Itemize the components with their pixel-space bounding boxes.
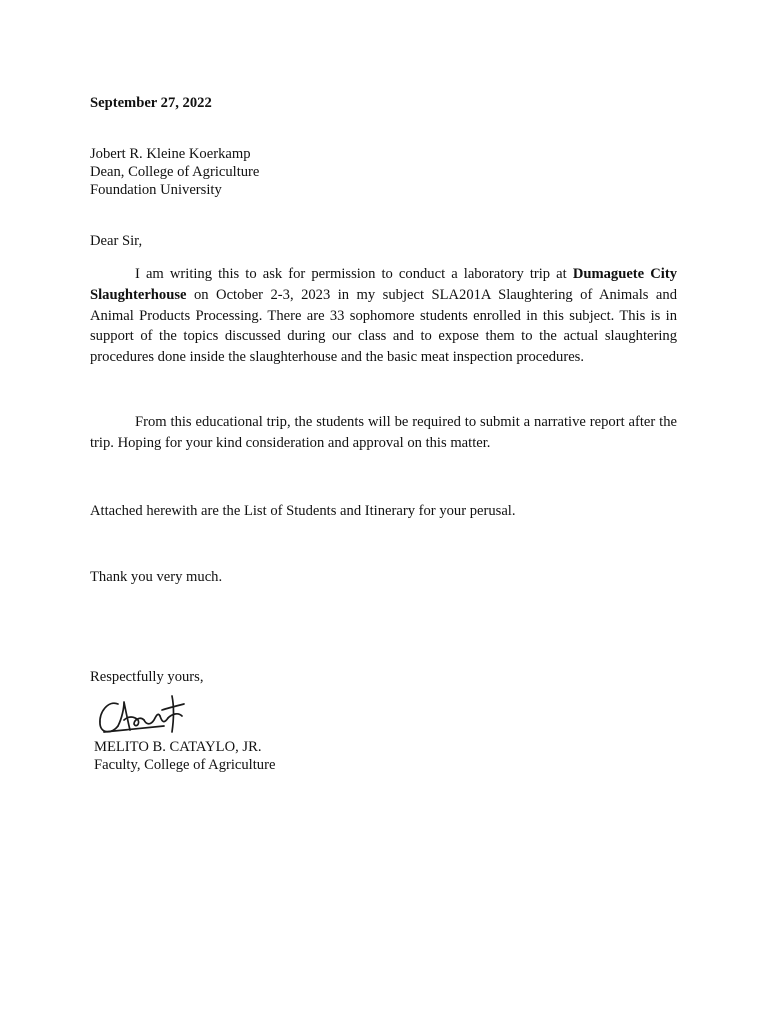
paragraph-text-part1: I am writing this to ask for permission to conduct a laboratory trip at <box>135 266 573 282</box>
recipient-organization: Foundation University <box>90 182 222 198</box>
letter-date: September 27, 2022 <box>90 95 212 111</box>
thanks-line: Thank you very much. <box>90 569 223 585</box>
sender-title: Faculty, College of Agriculture <box>94 757 276 773</box>
body-paragraph-request <box>90 264 677 368</box>
recipient-title: Dean, College of Agriculture <box>90 164 260 180</box>
recipient-name: Jobert R. Kleine Koerkamp <box>90 146 251 162</box>
paragraph-text: From this educational trip, the students will be required to submit a narrative report after the trip. Hoping for your kind consideration and approval on this matter. <box>90 414 677 451</box>
body-paragraph-report <box>90 412 677 454</box>
salutation: Dear Sir, <box>90 233 143 249</box>
sender-name: MELITO B. CATAYLO, JR. <box>94 739 262 755</box>
handwritten-signature <box>94 690 186 740</box>
paragraph-text-part2: on October 2-3, 2023 in my subject SLA201A Slaughtering of Animals and Animal Products Processing. There are 33 sophomore students enrolled in this subject. This is in support of the topics discussed during our class and to expose them to the actual slaughtering procedures done inside the slaughterhouse and the basic meat inspection procedures. <box>90 286 677 366</box>
trip-location: Dumaguete City Slaughterhouse <box>90 266 677 303</box>
closing-line: Respectfully yours, <box>90 669 204 685</box>
attachment-note: Attached herewith are the List of Students and Itinerary for your perusal. <box>90 503 516 519</box>
